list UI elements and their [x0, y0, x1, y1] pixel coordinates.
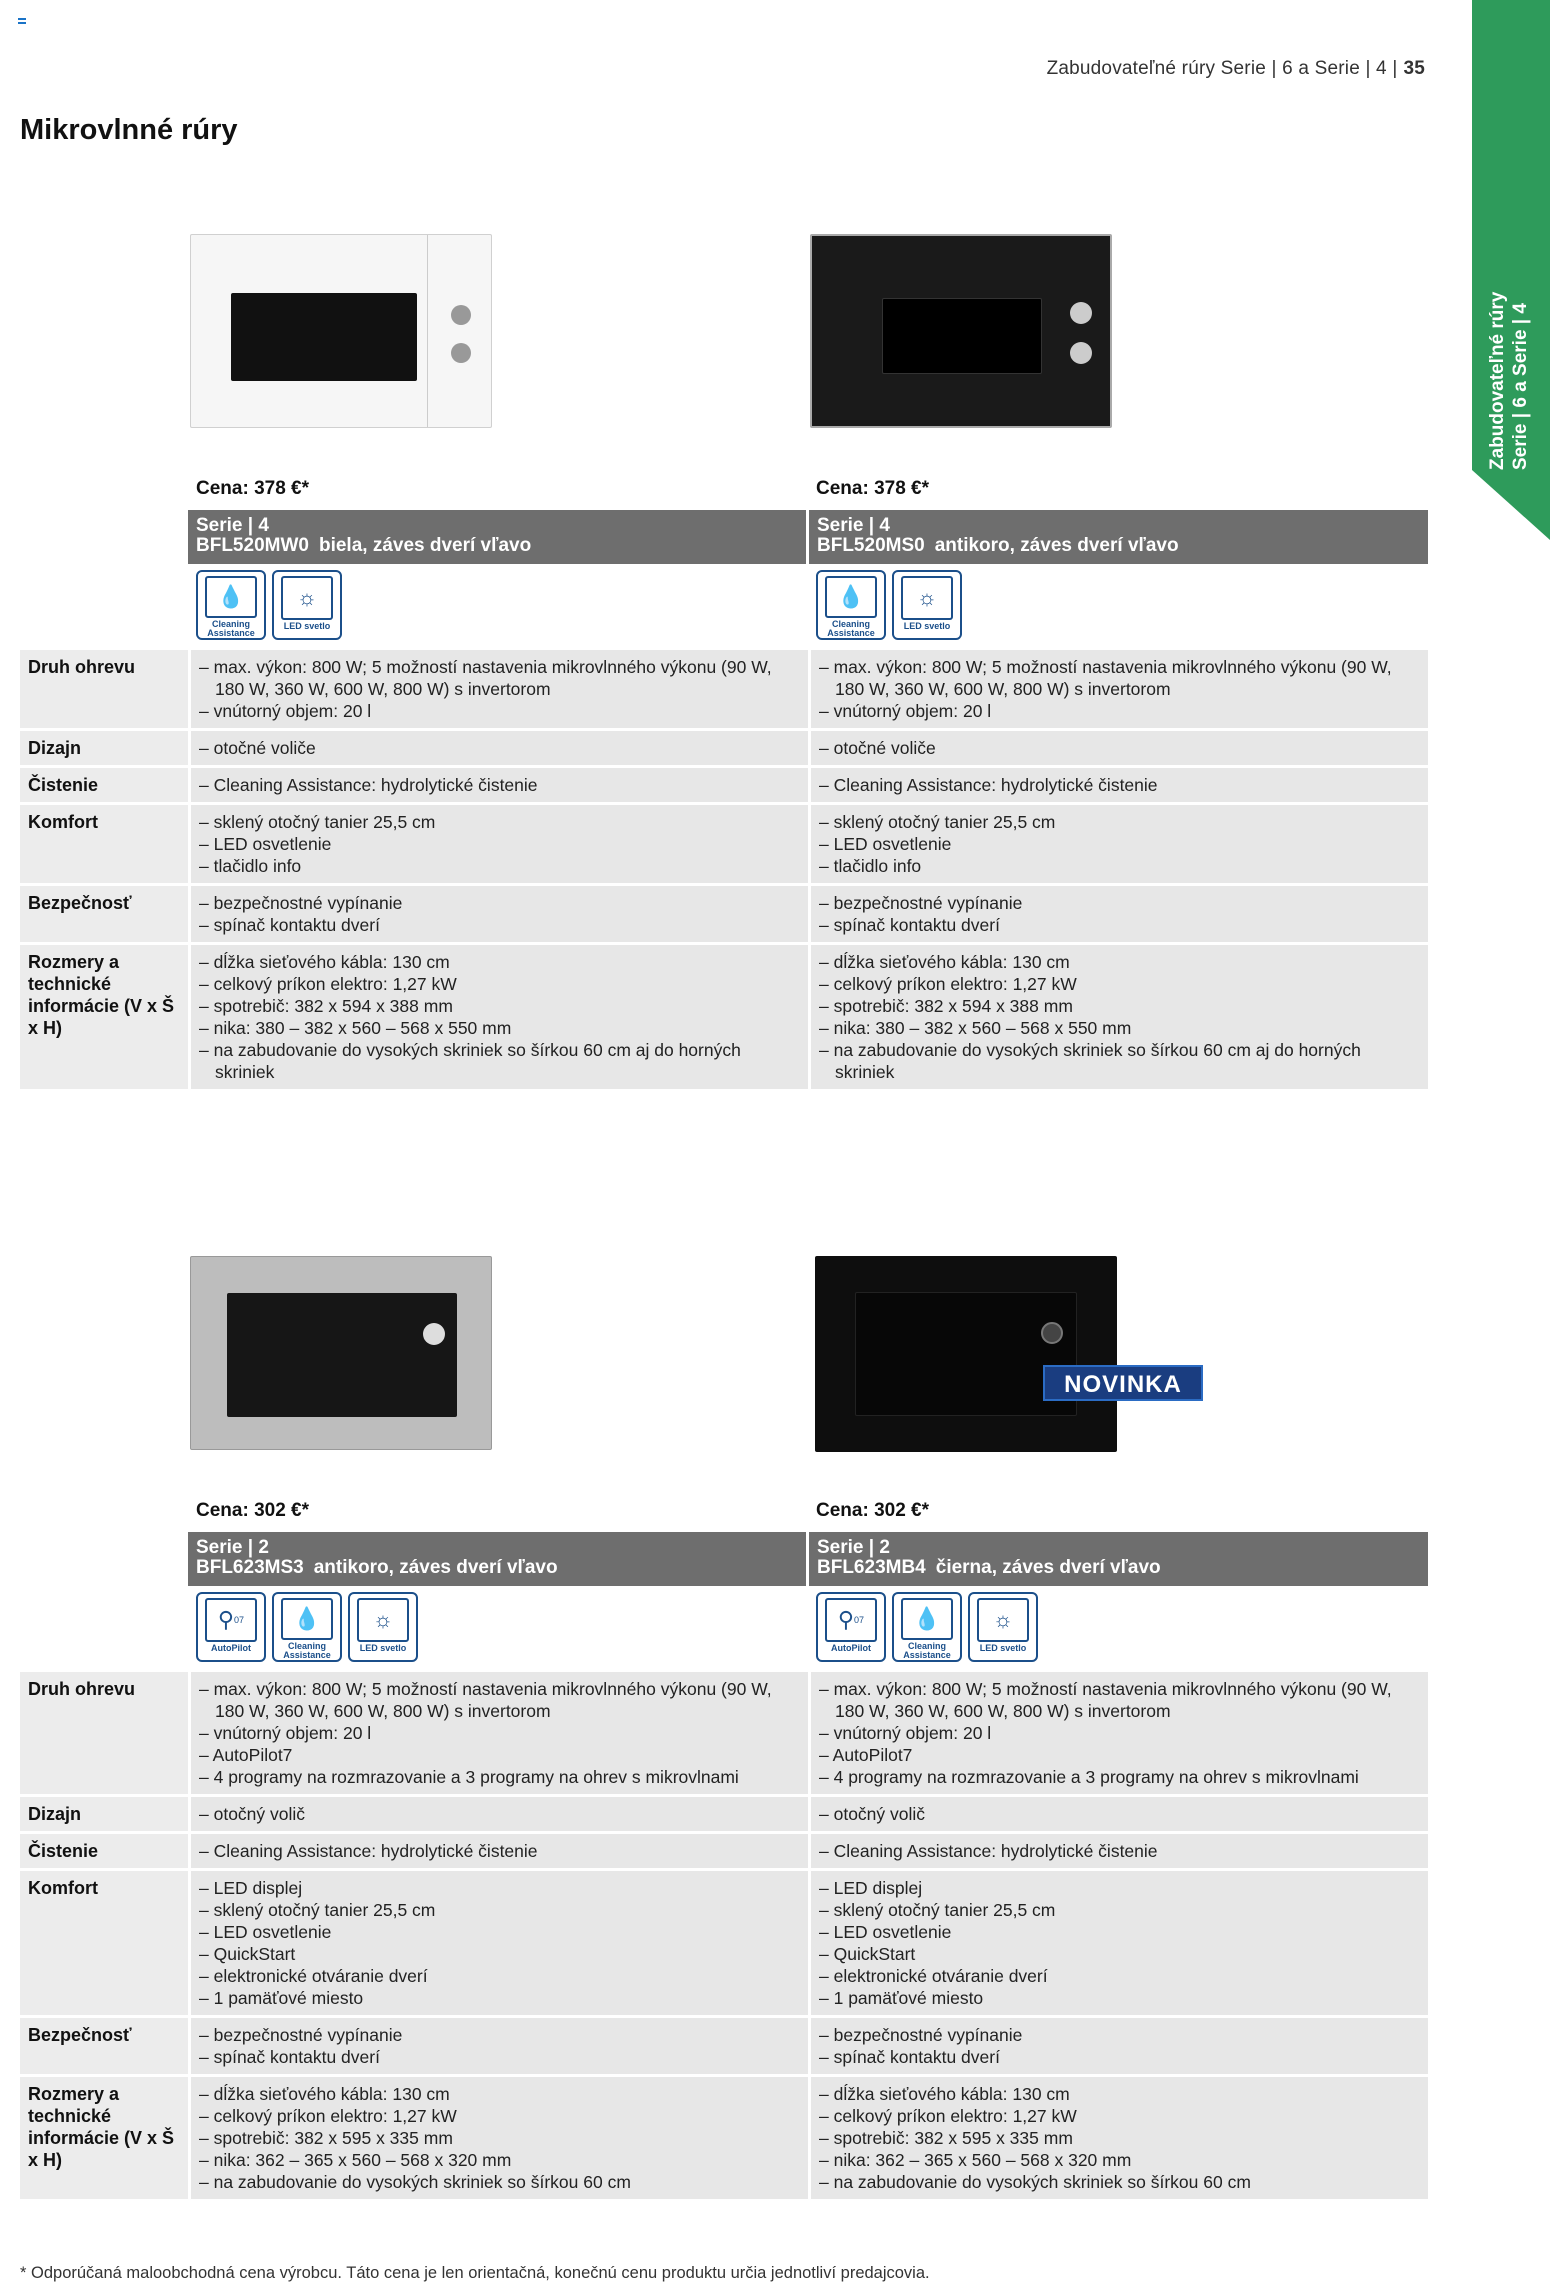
spec-item: – bezpečnostné vypínanie [819, 892, 1420, 914]
spec-item: – dĺžka sieťového kábla: 130 cm [199, 2083, 800, 2105]
spec-item: – 4 programy na rozmrazovanie a 3 programy na ohrev s mikrovlnami [819, 1766, 1420, 1788]
spec-item: – celkový príkon elektro: 1,27 kW [819, 2105, 1420, 2127]
spec-item: – spotrebič: 382 x 595 x 335 mm [819, 2127, 1420, 2149]
spec-item: – nika: 362 – 365 x 560 – 568 x 320 mm [199, 2149, 800, 2171]
feature-icons-bfl520ms0 [816, 570, 962, 642]
spec-item: – dĺžka sieťového kábla: 130 cm [199, 951, 800, 973]
price-bfl623mb4: Cena: 302 €* [816, 1500, 930, 1521]
spec-table-top [20, 650, 1428, 1092]
table-row: Dizajn – otočný volič – otočný volič [20, 1797, 1428, 1834]
price-bfl623ms3: Cena: 302 €* [196, 1500, 310, 1521]
spec-item: – spínač kontaktu dverí [819, 914, 1420, 936]
led-light-icon: ☼ LED svetlo [892, 570, 962, 640]
spec-item: – na zabudovanie do vysokých skriniek so šírkou 60 cm [199, 2171, 800, 2193]
spec-item: – bezpečnostné vypínanie [819, 2024, 1420, 2046]
spec-item: – tlačidlo info [819, 855, 1420, 877]
running-title: Zabudovateľné rúry Serie | 6 a Serie | 4 [1046, 58, 1387, 79]
spec-item: – Cleaning Assistance: hydrolytické čistenie [199, 774, 800, 796]
running-header: Zabudovateľné rúry Serie | 6 a Serie | 4 | 35 [1046, 58, 1425, 79]
spec-item: – na zabudovanie do vysokých skriniek so šírkou 60 cm aj do horných skriniek [819, 1039, 1420, 1083]
spec-item: – LED displej [819, 1877, 1420, 1899]
spec-item: – tlačidlo info [199, 855, 800, 877]
spec-item: – QuickStart [819, 1943, 1420, 1965]
table-row: Druh ohrevu – max. výkon: 800 W; 5 možností nastavenia mikrovlnného výkonu (90 W, 180 W, 360 W, 600 W, 800 W) s invertorom – vnútorný objem: 20 l – max. výkon: 800 W; 5 možností nastavenia mikrovlnného výkonu (90 W, 180 W, 360 W, 600 W, 800 W) s invertorom – vnútorný objem: 20 l [20, 650, 1428, 731]
table-row: Rozmery a technické informácie (V x Š x H) – dĺžka sieťového kábla: 130 cm – celkový príkon elektro: 1,27 kW – spotrebič: 382 x 594 x 388 mm – nika: 380 – 382 x 560 – 568 x 550 mm – na zabudovanie do vysokých skriniek so šírkou 60 cm aj do horných skriniek – dĺžka sieťového kábla: 130 cm – celkový príkon elektro: 1,27 kW – spotrebič: 382 x 594 x 388 mm – nika: 380 – 382 x 560 – 568 x 550 mm – na zabudovanie do vysokých skriniek so šírkou 60 cm aj do horných skriniek [20, 945, 1428, 1092]
spec-item: – max. výkon: 800 W; 5 možností nastavenia mikrovlnného výkonu (90 W, 180 W, 360 W, 600 W, 800 W) s invertorom [819, 656, 1420, 700]
spec-item: – vnútorný objem: 20 l [199, 700, 800, 722]
model-bar-bfl520ms0: Serie | 4 BFL520MS0 antikoro, záves dverí vľavo [809, 510, 1428, 564]
cleaning-assistance-icon: 💧 Cleaning Assistance [816, 570, 886, 640]
spec-item: – max. výkon: 800 W; 5 možností nastavenia mikrovlnného výkonu (90 W, 180 W, 360 W, 600 W, 800 W) s invertorom [819, 1678, 1420, 1722]
spec-item: – nika: 380 – 382 x 560 – 568 x 550 mm [819, 1017, 1420, 1039]
table-row: Druh ohrevu – max. výkon: 800 W; 5 možností nastavenia mikrovlnného výkonu (90 W, 180 W, 360 W, 600 W, 800 W) s invertorom – vnútorný objem: 20 l – AutoPilot7 – 4 programy na rozmrazovanie a 3 programy na ohrev s mikrovlnami – max. výkon: 800 W; 5 možností nastavenia mikrovlnného výkonu (90 W, 180 W, 360 W, 600 W, 800 W) s invertorom – vnútorný objem: 20 l – AutoPilot7 – 4 programy na rozmrazovanie a 3 programy na ohrev s mikrovlnami [20, 1672, 1428, 1797]
spec-item: – Cleaning Assistance: hydrolytické čistenie [819, 774, 1420, 796]
spec-item: – 1 pamäťové miesto [819, 1987, 1420, 2009]
spec-item: – AutoPilot7 [199, 1744, 800, 1766]
spec-item: – max. výkon: 800 W; 5 možností nastavenia mikrovlnného výkonu (90 W, 180 W, 360 W, 600 W, 800 W) s invertorom [199, 1678, 800, 1722]
new-badge: NOVINKA [1043, 1365, 1203, 1401]
spec-item: – elektronické otváranie dverí [819, 1965, 1420, 1987]
spec-item: – otočné voliče [199, 737, 800, 759]
spec-item: – celkový príkon elektro: 1,27 kW [199, 973, 800, 995]
spec-item: – 4 programy na rozmrazovanie a 3 programy na ohrev s mikrovlnami [199, 1766, 800, 1788]
spec-item: – spínač kontaktu dverí [819, 2046, 1420, 2068]
spec-item: – celkový príkon elektro: 1,27 kW [819, 973, 1420, 995]
spec-item: – otočný volič [819, 1803, 1420, 1825]
spec-item: – na zabudovanie do vysokých skriniek so šírkou 60 cm [819, 2171, 1420, 2193]
led-light-icon: ☼ LED svetlo [348, 1592, 418, 1662]
table-row: Komfort – sklený otočný tanier 25,5 cm – LED osvetlenie – tlačidlo info – sklený otočný tanier 25,5 cm – LED osvetlenie – tlačidlo info [20, 805, 1428, 886]
spec-item: – vnútorný objem: 20 l [199, 1722, 800, 1744]
table-row: Bezpečnosť – bezpečnostné vypínanie – spínač kontaktu dverí – bezpečnostné vypínanie – spínač kontaktu dverí [20, 886, 1428, 945]
spec-item: – sklený otočný tanier 25,5 cm [819, 1899, 1420, 1921]
spec-item: – sklený otočný tanier 25,5 cm [199, 1899, 800, 1921]
spec-item: – otočné voliče [819, 737, 1420, 759]
spec-item: – nika: 380 – 382 x 560 – 568 x 550 mm [199, 1017, 800, 1039]
table-row: Čistenie – Cleaning Assistance: hydrolytické čistenie – Cleaning Assistance: hydrolytické čistenie [20, 1834, 1428, 1871]
product-image-bfl520ms0 [810, 234, 1112, 428]
spec-item: – otočný volič [199, 1803, 800, 1825]
led-light-icon: ☼ LED svetlo [272, 570, 342, 640]
spec-item: – LED osvetlenie [199, 833, 800, 855]
spec-item: – vnútorný objem: 20 l [819, 1722, 1420, 1744]
side-tab-label: Zabudovateľné rúry Serie | 6 a Serie | 4 [1487, 291, 1531, 470]
spec-item: – LED osvetlenie [199, 1921, 800, 1943]
product-image-bfl520mw0 [190, 234, 492, 428]
spec-item: – spotrebič: 382 x 595 x 335 mm [199, 2127, 800, 2149]
page-number: 35 [1403, 58, 1425, 79]
price-bfl520ms0: Cena: 378 €* [816, 478, 930, 499]
led-light-icon: ☼ LED svetlo [968, 1592, 1038, 1662]
product-image-bfl623ms3 [190, 1256, 492, 1450]
spec-item: – max. výkon: 800 W; 5 možností nastavenia mikrovlnného výkonu (90 W, 180 W, 360 W, 600 W, 800 W) s invertorom [199, 656, 800, 700]
spec-item: – Cleaning Assistance: hydrolytické čistenie [819, 1840, 1420, 1862]
spec-item: – celkový príkon elektro: 1,27 kW [199, 2105, 800, 2127]
feature-icons-bfl520mw0 [196, 570, 342, 642]
spec-item: – elektronické otváranie dverí [199, 1965, 800, 1987]
product-image-bfl623mb4 [815, 1256, 1117, 1452]
spec-item: – spotrebič: 382 x 594 x 388 mm [819, 995, 1420, 1017]
model-bar-bfl520mw0: Serie | 4 BFL520MW0 biela, záves dverí vľavo [188, 510, 806, 564]
spec-item: – Cleaning Assistance: hydrolytické čistenie [199, 1840, 800, 1862]
table-row: Rozmery a technické informácie (V x Š x H) – dĺžka sieťového kábla: 130 cm – celkový príkon elektro: 1,27 kW – spotrebič: 382 x 595 x 335 mm – nika: 362 – 365 x 560 – 568 x 320 mm – na zabudovanie do vysokých skriniek so šírkou 60 cm – dĺžka sieťového kábla: 130 cm – celkový príkon elektro: 1,27 kW – spotrebič: 382 x 595 x 335 mm – nika: 362 – 365 x 560 – 568 x 320 mm – na zabudovanie do vysokých skriniek so šírkou 60 cm [20, 2077, 1428, 2202]
page-title: Mikrovlnné rúry [20, 114, 238, 146]
autopilot-icon: ⚲ 07 AutoPilot [196, 1592, 266, 1662]
table-row: Čistenie – Cleaning Assistance: hydrolytické čistenie – Cleaning Assistance: hydrolytické čistenie [20, 768, 1428, 805]
feature-icons-bfl623mb4 [816, 1592, 1038, 1664]
menu-icon [18, 18, 26, 24]
table-row: Bezpečnosť – bezpečnostné vypínanie – spínač kontaktu dverí – bezpečnostné vypínanie – spínač kontaktu dverí [20, 2018, 1428, 2077]
feature-icons-bfl623ms3 [196, 1592, 418, 1664]
spec-item: – spínač kontaktu dverí [199, 2046, 800, 2068]
table-row: Komfort – LED displej – sklený otočný tanier 25,5 cm – LED osvetlenie – QuickStart – elektronické otváranie dverí – 1 pamäťové miesto – LED displej – sklený otočný tanier 25,5 cm – LED osvetlenie – QuickStart – elektronické otváranie dverí – 1 pamäťové miesto [20, 1871, 1428, 2018]
spec-item: – vnútorný objem: 20 l [819, 700, 1420, 722]
spec-item: – 1 pamäťové miesto [199, 1987, 800, 2009]
spec-item: – spínač kontaktu dverí [199, 914, 800, 936]
model-bar-bfl623ms3: Serie | 2 BFL623MS3 antikoro, záves dverí vľavo [188, 1532, 806, 1586]
autopilot-icon: ⚲ 07 AutoPilot [816, 1592, 886, 1662]
spec-item: – spotrebič: 382 x 594 x 388 mm [199, 995, 800, 1017]
model-bar-bfl623mb4: Serie | 2 BFL623MB4 čierna, záves dverí vľavo [809, 1532, 1428, 1586]
cleaning-assistance-icon: 💧 Cleaning Assistance [196, 570, 266, 640]
footnote: * Odporúčaná maloobchodná cena výrobcu. Táto cena je len orientačná, konečnú cenu produktu určia jednotliví predajcovia. [20, 2264, 930, 2282]
spec-item: – sklený otočný tanier 25,5 cm [199, 811, 800, 833]
price-bfl520mw0: Cena: 378 €* [196, 478, 310, 499]
spec-item: – LED osvetlenie [819, 833, 1420, 855]
spec-item: – sklený otočný tanier 25,5 cm [819, 811, 1420, 833]
spec-item: – QuickStart [199, 1943, 800, 1965]
spec-item: – dĺžka sieťového kábla: 130 cm [819, 2083, 1420, 2105]
spec-item: – LED displej [199, 1877, 800, 1899]
cleaning-assistance-icon: 💧 Cleaning Assistance [892, 1592, 962, 1662]
spec-item: – LED osvetlenie [819, 1921, 1420, 1943]
spec-table-bottom [20, 1672, 1428, 2202]
spec-item: – AutoPilot7 [819, 1744, 1420, 1766]
spec-item: – bezpečnostné vypínanie [199, 892, 800, 914]
spec-item: – nika: 362 – 365 x 560 – 568 x 320 mm [819, 2149, 1420, 2171]
spec-item: – bezpečnostné vypínanie [199, 2024, 800, 2046]
spec-item: – dĺžka sieťového kábla: 130 cm [819, 951, 1420, 973]
table-row: Dizajn – otočné voliče – otočné voliče [20, 731, 1428, 768]
cleaning-assistance-icon: 💧 Cleaning Assistance [272, 1592, 342, 1662]
spec-item: – na zabudovanie do vysokých skriniek so šírkou 60 cm aj do horných skriniek [199, 1039, 800, 1083]
